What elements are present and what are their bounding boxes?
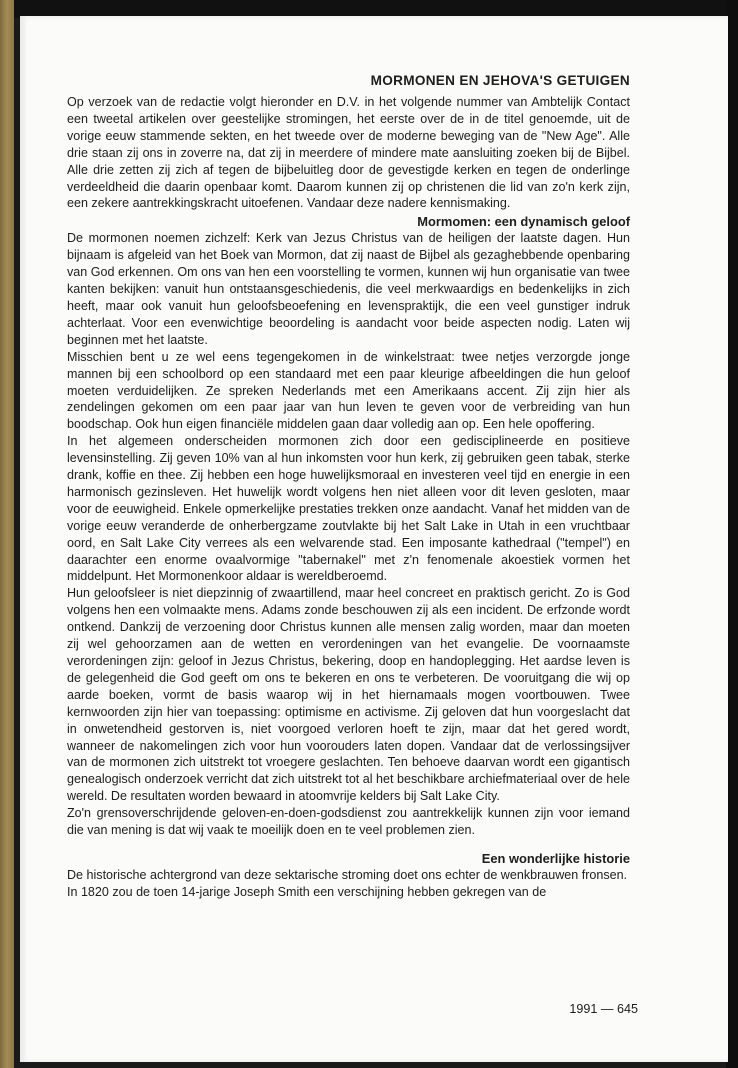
body-paragraph: In het algemeen onderscheiden mormonen zich door een gedisciplineerde en positieve levensinstelling. Zij geven 10% van al hun inkomsten voor hun kerk, zij gebruiken geen tabak, sterke drank, koffie en thee. Zij hebben een hoge huwelijksmoraal en investeren veel tijd en energie in een harmonisch gezinsleven. Het huwelijk wordt volgens hen niet alleen voor dit leven gesloten, maar voor de eeuwigheid. Enkele opmerkelijke prestaties trekken onze aandacht. Vanaf het midden van de vorige eeuw veranderde de onherbergzame zoutvlakte bij het Salt Lake in Utah in een vruchtbaar oord, en Salt Lake City verrees als een welvarende stad. Een imposante kathedraal ("tempel") en daarachter een enorme ovaalvormige "tabernakel" met z'n fenomenale akoestiek vormen het middelpunt. Het Mormonenkoor aldaar is wereldberoemd.	[67, 434, 630, 584]
body-paragraph: De mormonen noemen zichzelf: Kerk van Jezus Christus van de heiligen der laatste dagen. Hun bijnaam is afgeleid van het Boek van Mormon, dat zij naast de Bijbel als gezaghebbende openbaring van God erkennen. Om ons van hen een voorstelling te vormen, kunnen wij hun organisatie van twee kanten bekijken: vanuit hun ontstaansgeschiedenis, die veel merkwaardigs en bedenkelijks in zich heeft, maar ook vanuit hun geloofsbeoefening en levenspraktijk, die een veel gunstiger indruk achterlaat. Voor een evenwichtige beoordeling is aandacht voor beide aspecten nodig. Laten wij beginnen met het laatste.	[67, 231, 630, 347]
page-number: 1991 — 645	[569, 1002, 638, 1016]
page-title: MORMONEN EN JEHOVA'S GETUIGEN	[370, 73, 630, 88]
scan-left-edge	[0, 0, 14, 1068]
body-paragraph: De historische achtergrond van deze sektarische stroming doet ons echter de wenkbrauwen fronsen.	[67, 867, 628, 882]
body-paragraph: Zo'n grensoverschrijdende geloven-en-doen-godsdienst zou aantrekkelijk kunnen zijn voor iemand die van mening is dat wij vaak te moeilijk doen en te veel problemen zien.	[67, 806, 630, 838]
section-heading-mormonen: Mormomen: een dynamisch geloof	[417, 214, 630, 230]
article-body	[67, 72, 630, 901]
body-paragraph: Misschien bent u ze wel eens tegengekomen in de winkelstraat: twee netjes verzorgde jonge mannen bij een schoolbord op een standaard met een paar kleurige afbeeldingen die hun geloof moeten verduidelijken. Ze spreken Nederlands met een Amerikaans accent. Zij zijn hier als zendelingen gekomen om een paar jaar van hun leven te geven voor de verbreiding van hun boodschap. Ook hun eigen financiële middelen gaan daar volledig aan op. Een hele opoffering.	[67, 349, 630, 432]
section-heading-historie: Een wonderlijke historie	[481, 850, 630, 866]
intro-paragraph: Op verzoek van de redactie volgt hieronder en D.V. in het volgende nummer van Ambtelijk Contact een tweetal artikelen over geestelijke stromingen, het eerste over de in de titel genoemde, uit de vorige eeuw stammende sekten, en het tweede over de moderne beweging van de "New Age". Alle drie staan zij ons in zoverre na, dat zij in meerdere of mindere mate aansluiting zoeken bij de Bijbel. Alle drie zetten zij zich af tegen de bijbeluitleg door de gevestigde kerken en tegen de onderlinge verdeeldheid die daarin openbaar komt. Daarom kunnen zij op christenen die lid van zo'n kerk zijn, een zekere aantrekkingskracht uitoefenen. Vandaar deze nadere kennismaking.	[67, 95, 630, 211]
body-paragraph: Hun geloofsleer is niet diepzinnig of zwaartillend, maar heel concreet en praktisch gericht. Zo is God volgens hen een volmaakte mens. Adams zonde beschouwen zij als een incident. De erfzonde wordt ontkend. Dankzij de verzoening door Christus kunnen alle mensen zalig worden, maar dan moeten zij wel gehoorzamen aan de wetten en verordeningen van het evangelie. De voornaamste verordeningen zijn: geloof in Jezus Christus, bekering, doop en handoplegging. Het aardse leven is de gelegenheid die God geeft om ons te bekeren en ons te verbeteren. De vooruitgang die wij op aarde boeken, vormt de basis waarop wij in het hiernamaals mogen voortbouwen. Twee kernwoorden zijn hier van toepassing: optimisme en activisme. Zij geloven dat hun voorgeslacht dat in onwetendheid gestorven is, niet voorgoed verloren hoeft te zijn, maar dat het gered wordt, wanneer de nakomelingen zich voor hun voorouders laten dopen. Vandaar dat de verlossingsijver van de mormonen zich uitstrekt tot vroegere geslachten. Ten behoeve daarvan wordt een gigantisch genealogisch onderzoek verricht dat zich uitstrekt tot al het beschikbare archiefmateriaal over de hele wereld. De resultaten worden bewaard in atoomvrije kelders bij Salt Lake City.	[67, 586, 630, 804]
body-paragraph: In 1820 zou de toen 14-jarige Joseph Smith een verschijning hebben gekregen van de	[67, 884, 547, 899]
